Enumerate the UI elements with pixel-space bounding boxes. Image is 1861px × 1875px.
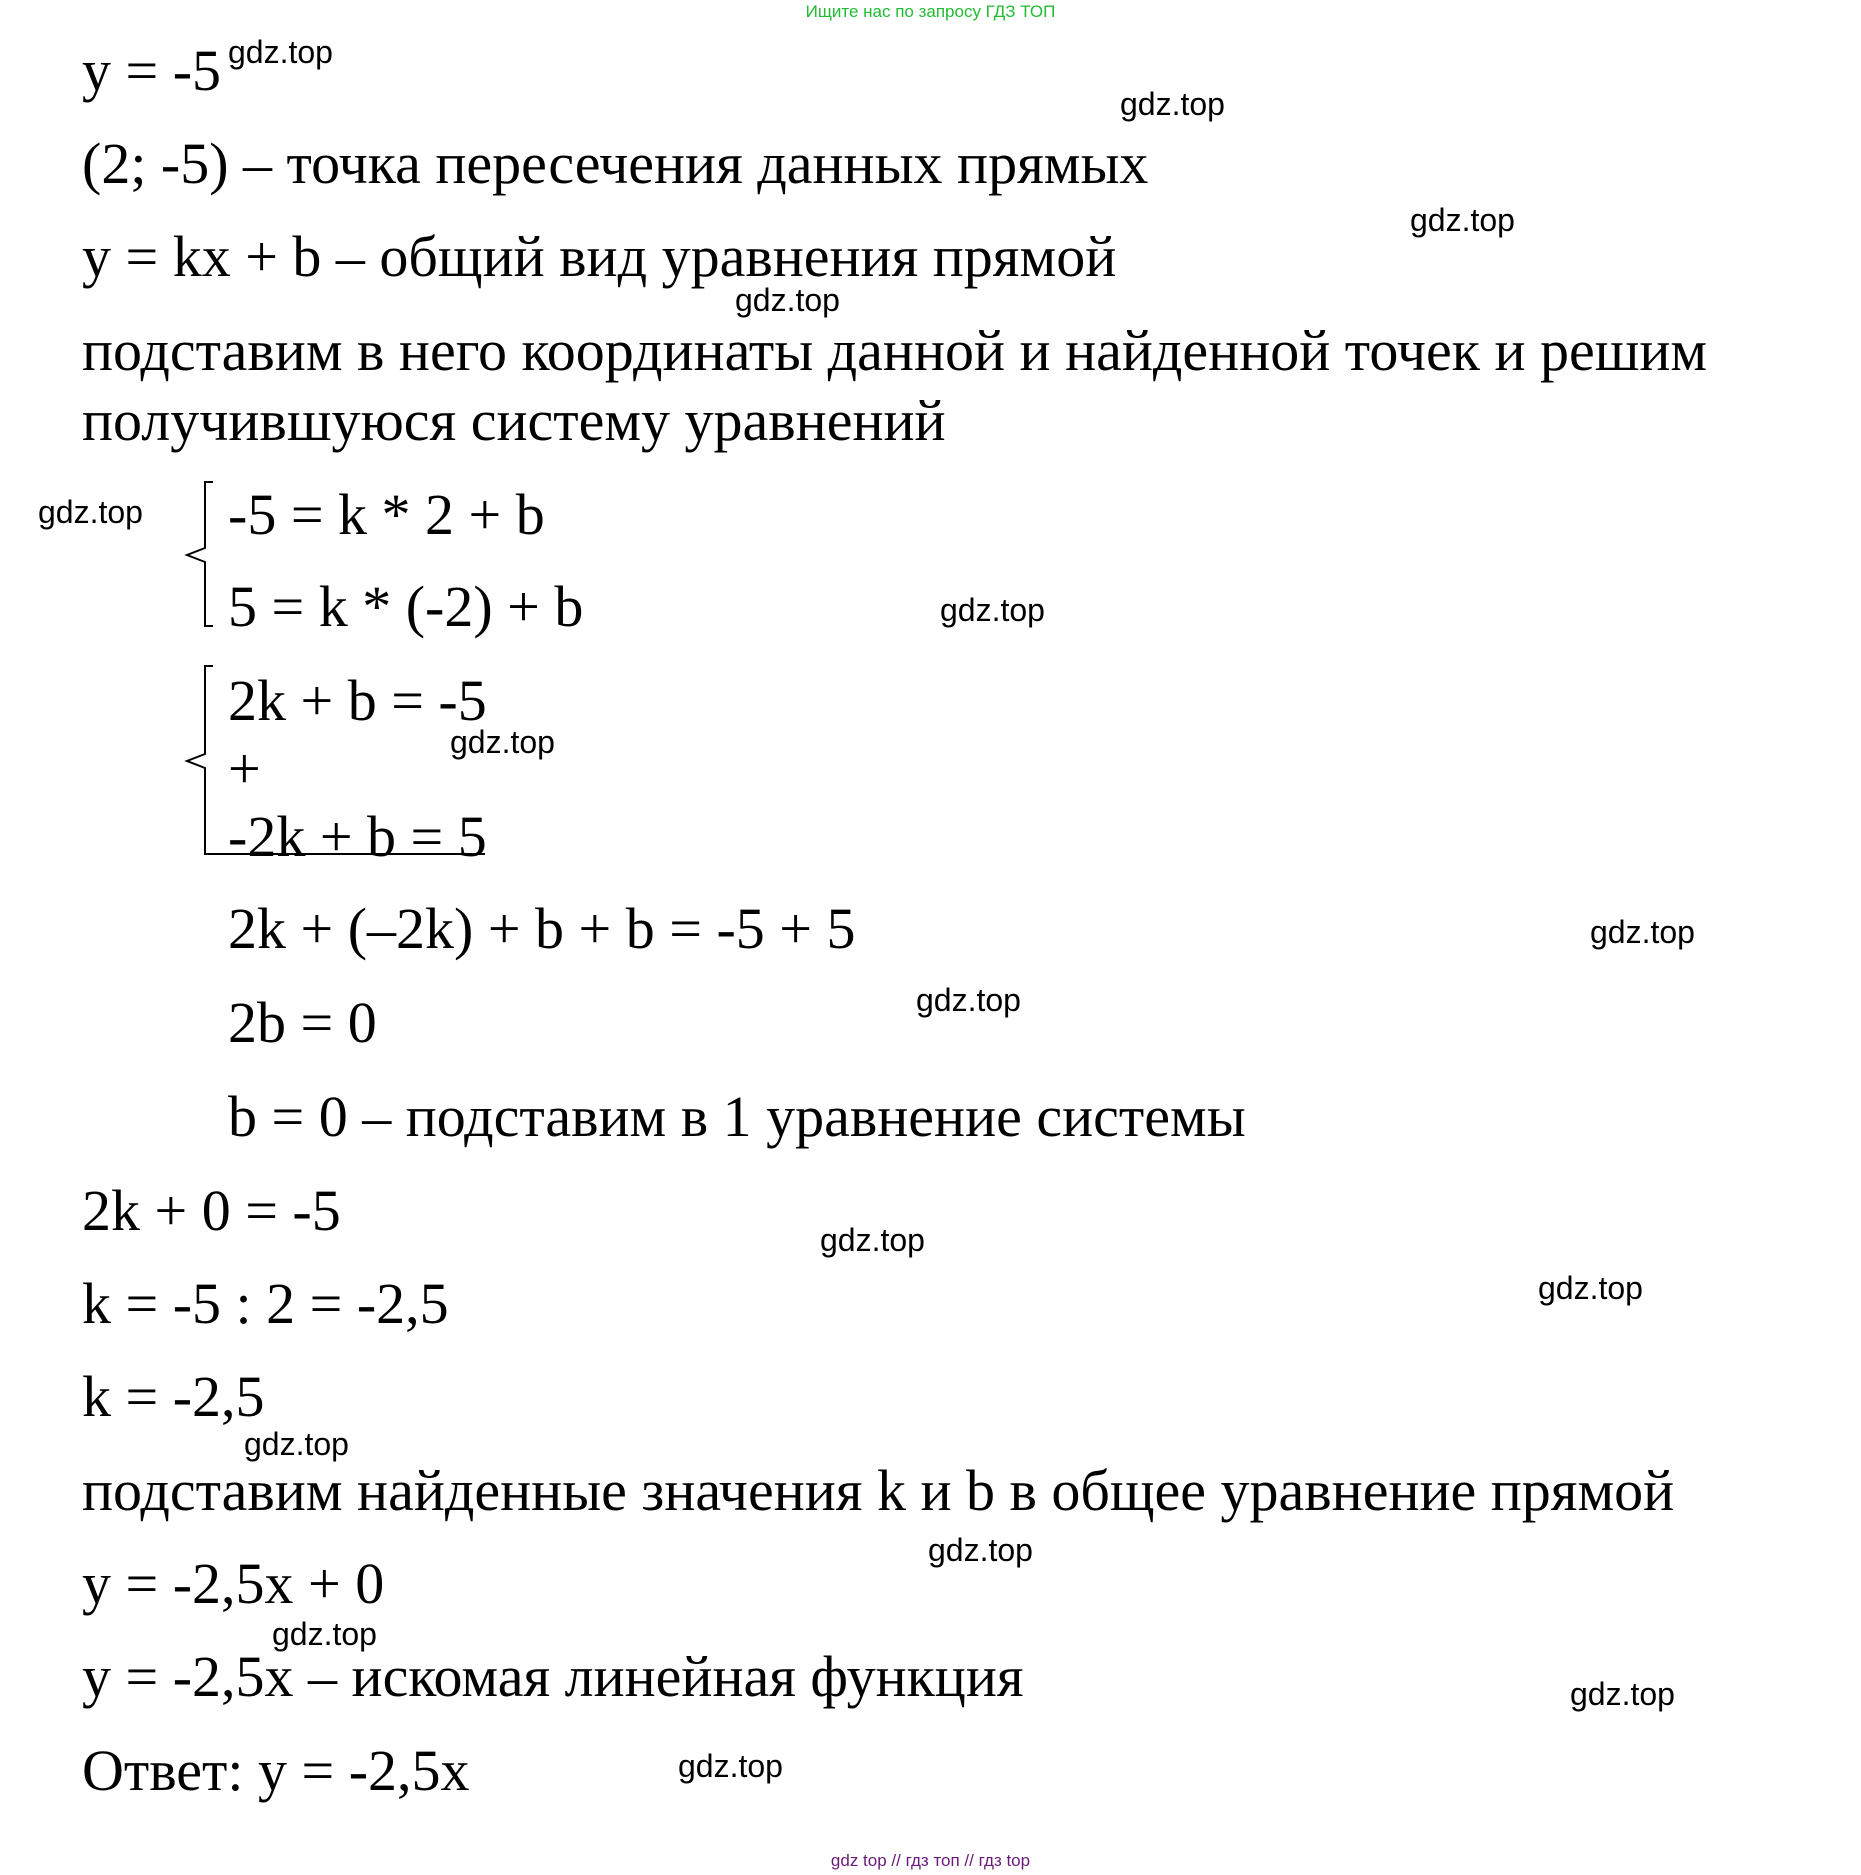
system-brace-1	[185, 480, 215, 630]
line-sum-equations: 2k + (–2k) + b + b = -5 + 5	[228, 896, 856, 961]
watermark: gdz.top	[928, 1532, 1033, 1568]
line-k-division: k = -5 : 2 = -2,5	[82, 1271, 449, 1336]
watermark: gdz.top	[1570, 1676, 1675, 1712]
footer-watermark: gdz top // гдз топ // гдз top	[830, 1851, 1031, 1870]
line-2k-plus-0: 2k + 0 = -5	[82, 1178, 341, 1243]
line-b-equals-0: b = 0 – подставим в 1 уравнение системы	[228, 1084, 1246, 1149]
watermark: gdz.top	[820, 1222, 925, 1258]
watermark: gdz.top	[1410, 202, 1515, 238]
search-banner: Ищите нас по запросу ГДЗ ТОП	[805, 2, 1056, 21]
line-y-equals-minus-5: y = -5	[82, 38, 222, 103]
watermark: gdz.top	[1120, 86, 1225, 122]
watermark: gdz.top	[1590, 914, 1695, 950]
system-brace-2	[185, 664, 215, 858]
line-substitute-instruction: подставим в него координаты данной и найденной точек и решим	[82, 318, 1708, 383]
watermark: gdz.top	[678, 1748, 783, 1784]
line-resulting-system: получившуюся систему уравнений	[82, 388, 946, 453]
system2-plus-sign: +	[228, 736, 261, 801]
watermark: gdz.top	[735, 282, 840, 318]
line-intersection-point: (2; -5) – точка пересечения данных прямых	[82, 131, 1149, 196]
watermark: gdz.top	[244, 1426, 349, 1462]
system1-equation-2: 5 = k * (-2) + b	[228, 574, 584, 639]
answer-line: Ответ: y = -2,5x	[82, 1738, 470, 1803]
watermark: gdz.top	[228, 34, 333, 70]
system1-equation-1: -5 = k * 2 + b	[228, 482, 545, 547]
line-substitute-values: подставим найденные значения k и b в общее уравнение прямой	[82, 1458, 1675, 1523]
line-general-form: y = kx + b – общий вид уравнения прямой	[82, 224, 1117, 289]
watermark: gdz.top	[1538, 1270, 1643, 1306]
system2-equation-2: -2k + b = 5	[228, 804, 487, 869]
watermark: gdz.top	[450, 724, 555, 760]
system2-equation-1: 2k + b = -5	[228, 668, 487, 733]
watermark: gdz.top	[940, 592, 1045, 628]
watermark: gdz.top	[38, 494, 143, 530]
watermark: gdz.top	[916, 982, 1021, 1018]
line-y-with-zero: y = -2,5x + 0	[82, 1551, 385, 1616]
watermark: gdz.top	[272, 1616, 377, 1652]
line-k-value: k = -2,5	[82, 1364, 265, 1429]
line-required-function: y = -2,5x – искомая линейная функция	[82, 1644, 1024, 1709]
line-2b-equals-0: 2b = 0	[228, 990, 377, 1055]
